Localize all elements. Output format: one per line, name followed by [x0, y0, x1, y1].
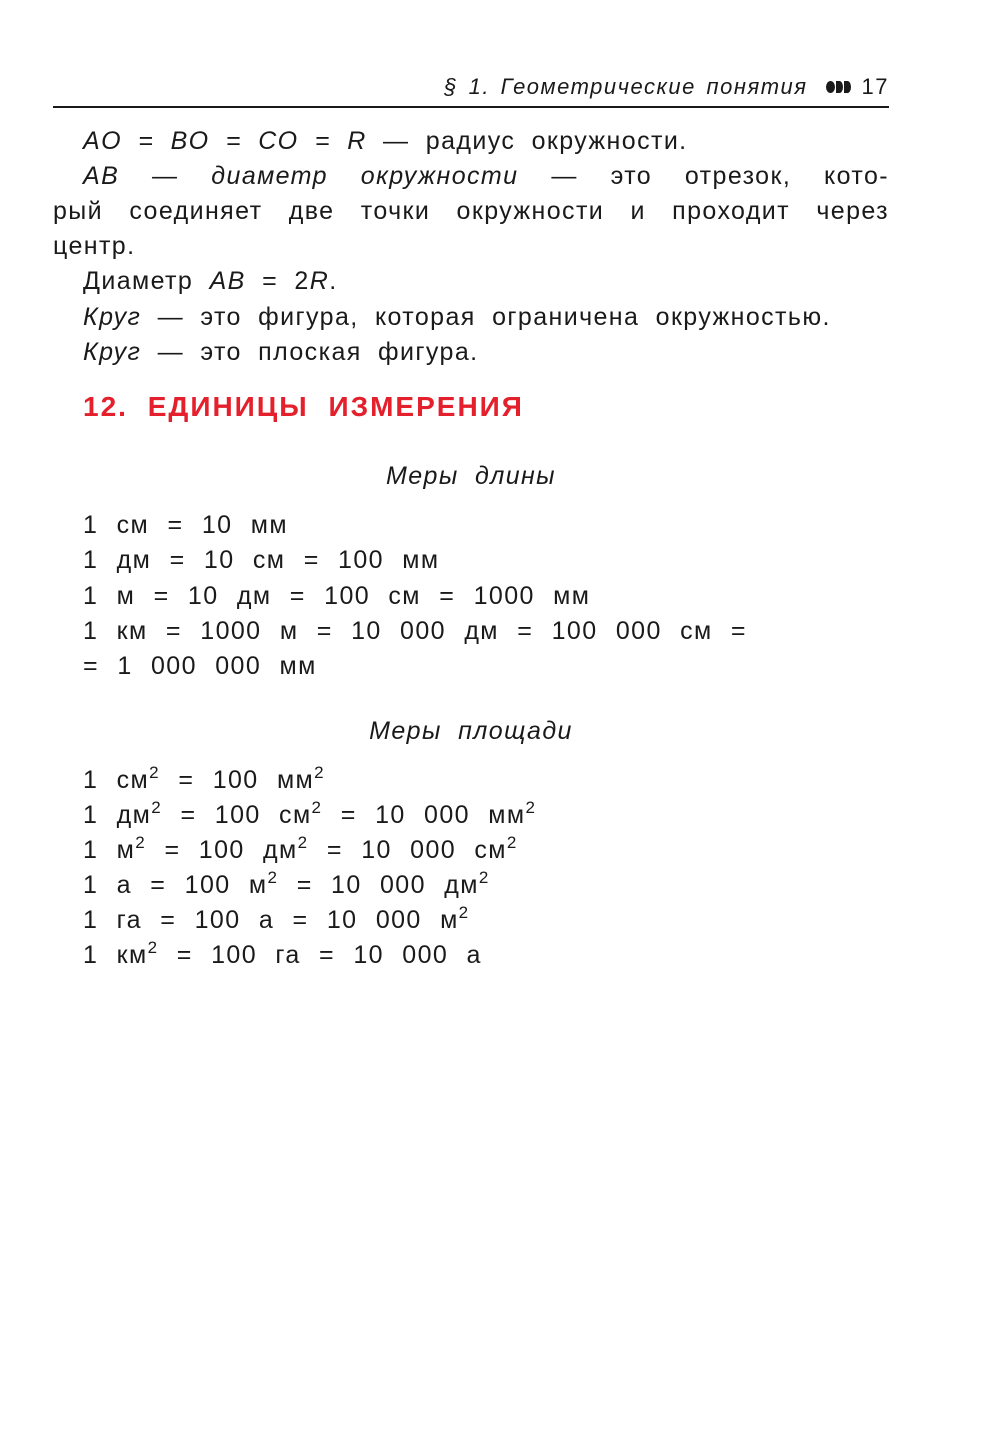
diameter-formula-end: .: [329, 267, 338, 295]
diameter-definition-line1: [83, 159, 889, 194]
area-text: = 100 см: [162, 801, 312, 829]
radius-text: радиус окружности.: [425, 127, 688, 155]
area-text: 1 дм: [83, 801, 152, 829]
superscript-2: 2: [135, 833, 147, 852]
running-head-title: Геометрические понятия: [500, 74, 808, 99]
circle-text-2: — это плоская фигура.: [141, 338, 479, 366]
area-line: [83, 903, 470, 938]
area-text: = 100 га = 10 000 а: [158, 941, 482, 969]
area-text: = 100 мм: [160, 766, 315, 794]
header-rule: [53, 106, 889, 108]
circle-term-1: Круг: [83, 303, 142, 331]
superscript-2: 2: [478, 868, 490, 887]
area-text: = 10 000 мм: [322, 801, 526, 829]
area-text: 1 см: [83, 766, 150, 794]
diameter-term: — диаметр окружности: [152, 162, 519, 190]
radius-formula: AO = BO = CO = R: [83, 127, 367, 155]
length-line: = 1 000 000 мм: [83, 652, 317, 680]
area-text: 1 м: [83, 836, 136, 864]
circle-definition-1: [83, 300, 889, 335]
page-number: 17: [861, 74, 889, 99]
diameter-formula-eq: = 2: [245, 267, 310, 295]
area-text: = 10 000 см: [308, 836, 507, 864]
superscript-2: 2: [314, 763, 325, 782]
area-text: = 100 дм: [146, 836, 298, 864]
superscript-2: 2: [149, 763, 160, 782]
superscript-2: 2: [267, 868, 279, 887]
diameter-formula-r: R: [309, 267, 330, 295]
superscript-2: 2: [506, 833, 518, 852]
radius-definition: [83, 124, 889, 159]
area-text: 1 а = 100 м: [83, 871, 268, 899]
area-text: 1 км: [83, 941, 148, 969]
superscript-2: 2: [151, 798, 163, 817]
section-heading: 12. ЕДИНИЦЫ ИЗМЕРЕНИЯ: [83, 391, 524, 422]
superscript-2: 2: [458, 903, 470, 922]
area-line: [83, 938, 482, 973]
diameter-formula-ab: AB: [209, 267, 246, 295]
circle-definition-2: [83, 335, 889, 370]
diameter-formula-label: Диаметр: [83, 267, 210, 295]
superscript-2: 2: [311, 798, 323, 817]
triple-bullet-icon: [826, 81, 850, 93]
diameter-formula: [83, 264, 889, 299]
superscript-2: 2: [297, 833, 309, 852]
area-line: [83, 868, 490, 903]
textbook-page: [53, 0, 889, 1442]
diameter-definition-line2: рый соединяет две точки окружности и проходит через: [53, 197, 889, 225]
area-line: [83, 763, 325, 798]
length-subheading: Меры длины: [386, 462, 556, 490]
length-line: 1 дм = 10 см = 100 мм: [83, 546, 440, 574]
circle-text-1: — это фигура, которая ограничена окружностью.: [141, 303, 831, 331]
running-head: [444, 74, 889, 100]
area-line: [83, 833, 518, 868]
running-head-section: § 1.: [444, 74, 490, 99]
superscript-2: 2: [525, 798, 537, 817]
superscript-2: 2: [147, 938, 159, 957]
area-text: 1 га = 100 а = 10 000 м: [83, 906, 459, 934]
area-line: [83, 798, 536, 833]
circle-term-2: Круг: [83, 338, 142, 366]
length-line: 1 м = 10 дм = 100 см = 1000 мм: [83, 582, 591, 610]
diameter-text: — это отрезок, кото-: [551, 162, 889, 190]
area-text: = 10 000 дм: [278, 871, 479, 899]
area-subheading: Меры площади: [369, 717, 573, 745]
radius-dash: —: [366, 127, 426, 155]
diameter-term-ab: AB: [83, 162, 120, 190]
length-line: 1 км = 1000 м = 10 000 дм = 100 000 см =: [83, 617, 747, 645]
length-line: 1 см = 10 мм: [83, 511, 288, 539]
diameter-definition-line3: центр.: [53, 232, 136, 260]
